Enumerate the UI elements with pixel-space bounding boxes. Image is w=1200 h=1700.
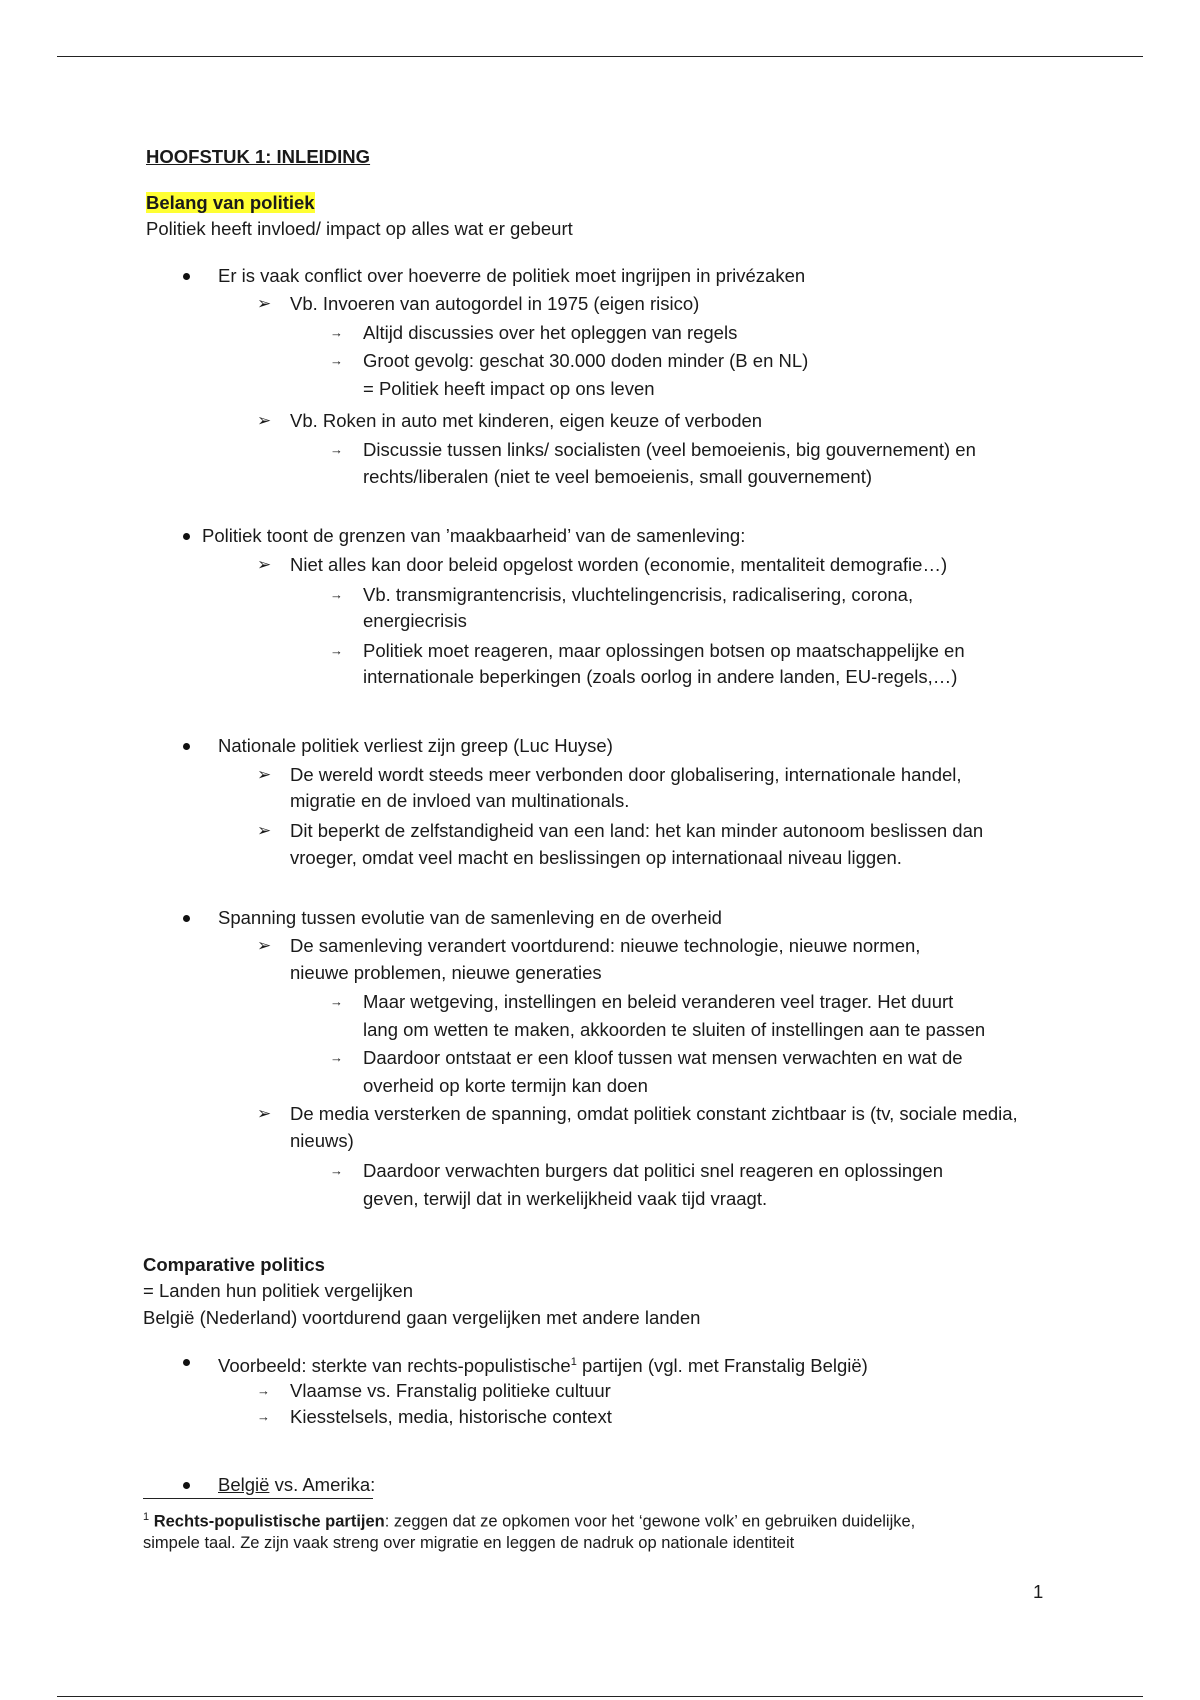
arrow-icon: →: [257, 1409, 270, 1424]
bullet-icon: [183, 743, 190, 750]
arrow-item-text: Kiesstelsels, media, historische context: [290, 1406, 612, 1427]
section-title: Comparative politics: [143, 1254, 325, 1275]
arrow-item-text: Daardoor verwachten burgers dat politici snel reageren en oplossingen: [363, 1160, 944, 1181]
bullet-icon: [183, 533, 190, 540]
bullet-text-part: België: [218, 1474, 270, 1495]
arrowhead-icon: ➢: [257, 936, 272, 955]
bullet-icon: [183, 273, 190, 280]
section-line: België (Nederland) voortdurend gaan vergelijken met andere landen: [143, 1307, 701, 1328]
arrow-icon: →: [330, 994, 343, 1009]
arrow-icon: →: [330, 1163, 343, 1178]
bullet-text-part: Voorbeeld: sterkte van rechts-populistische: [218, 1355, 571, 1377]
arrow-item-text: geven, terwijl dat in werkelijkheid vaak tijd vraagt.: [363, 1188, 768, 1209]
bullet-icon: [183, 915, 190, 922]
arrow-item-text: Vlaamse vs. Franstalig politieke cultuur: [290, 1380, 611, 1401]
bullet-text: Er is vaak conflict over hoeverre de politiek moet ingrijpen in privézaken: [218, 265, 806, 286]
footnote-separator: [143, 1498, 373, 1499]
highlighted-title: Belang van politiek: [146, 192, 315, 213]
arrow-icon: →: [257, 1383, 270, 1398]
footnote-line: simpele taal. Ze zijn vaak streng over migratie en leggen de nadruk op nationale identiteit: [143, 1534, 795, 1552]
arrow-icon: →: [330, 643, 343, 658]
header-rule: [57, 56, 1143, 57]
arrow-item-text: Vb. transmigrantencrisis, vluchtelingencrisis, radicalisering, corona,: [363, 584, 914, 605]
bullet-text: Nationale politiek verliest zijn greep (Luc Huyse): [218, 735, 613, 756]
sub-bullet-text: De media versterken de spanning, omdat politiek constant zichtbaar is (tv, sociale media,: [290, 1103, 1018, 1124]
bullet-icon: [183, 1359, 190, 1366]
arrow-item-text: overheid op korte termijn kan doen: [363, 1075, 648, 1096]
sub-bullet-text: Dit beperkt de zelfstandigheid van een land: het kan minder autonoom beslissen dan: [290, 820, 984, 841]
sub-bullet-text: Vb. Roken in auto met kinderen, eigen keuze of verboden: [290, 410, 763, 431]
sub-bullet-text: nieuwe problemen, nieuwe generaties: [290, 962, 602, 983]
arrow-item-text: rechts/liberalen (niet te veel bemoeienis, small gouvernement): [363, 466, 873, 487]
arrow-icon: →: [330, 1050, 343, 1065]
arrowhead-icon: ➢: [257, 1104, 272, 1123]
page-number: 1: [1033, 1581, 1044, 1602]
bullet-text: Politiek toont de grenzen van ’maakbaarheid’ van de samenleving:: [202, 525, 746, 546]
arrowhead-icon: ➢: [257, 294, 272, 313]
section-intro: Politiek heeft invloed/ impact op alles wat er gebeurt: [146, 218, 573, 239]
arrow-item-text: Discussie tussen links/ socialisten (veel bemoeienis, big gouvernement) en: [363, 439, 976, 460]
arrowhead-icon: ➢: [257, 821, 272, 840]
bullet-text-part: vs. Amerika:: [269, 1474, 376, 1495]
arrow-item-text: Altijd discussies over het opleggen van regels: [363, 322, 738, 343]
sub-bullet-text: Niet alles kan door beleid opgelost worden (economie, mentaliteit demografie…): [290, 554, 948, 575]
arrow-item-text: internationale beperkingen (zoals oorlog in andere landen, EU-regels,…): [363, 666, 958, 687]
footnote-term: Rechts-populistische partijen: [153, 1512, 385, 1531]
arrow-icon: →: [330, 442, 343, 457]
bullet-text: [218, 1349, 868, 1379]
arrowhead-icon: ➢: [257, 765, 272, 784]
chapter-heading: HOOFSTUK 1: INLEIDING: [146, 146, 371, 167]
bullet-text-part: partijen (vgl. met Franstalig België): [576, 1355, 868, 1377]
arrow-item-text: Politiek moet reageren, maar oplossingen botsen op maatschappelijke en: [363, 640, 965, 661]
bullet-text: [218, 1472, 375, 1498]
sub-bullet-text: De samenleving verandert voortdurend: nieuwe technologie, nieuwe normen,: [290, 935, 921, 956]
arrow-item-text: Daardoor ontstaat er een kloof tussen wat mensen verwachten en wat de: [363, 1047, 963, 1068]
sub-bullet-text: nieuws): [290, 1130, 354, 1151]
arrowhead-icon: ➢: [257, 411, 272, 430]
bullet-icon: [183, 1482, 190, 1489]
bullet-text: Spanning tussen evolutie van de samenleving en de overheid: [218, 907, 722, 928]
sub-bullet-text: vroeger, omdat veel macht en beslissingen op internationaal niveau liggen.: [290, 847, 902, 868]
footer-rule: [57, 1696, 1143, 1697]
footnote-text: : zeggen dat ze opkomen voor het ‘gewone volk’ en gebruiken duidelijke,: [384, 1512, 916, 1531]
arrowhead-icon: ➢: [257, 555, 272, 574]
section-line: = Landen hun politiek vergelijken: [143, 1280, 413, 1301]
arrow-item-text: Maar wetgeving, instellingen en beleid veranderen veel trager. Het duurt: [363, 991, 954, 1012]
arrow-item-text: energiecrisis: [363, 610, 467, 631]
sub-bullet-text: De wereld wordt steeds meer verbonden door globalisering, internationale handel,: [290, 764, 962, 785]
sub-bullet-text: migratie en de invloed van multinationals.: [290, 790, 630, 811]
arrow-item-continuation: = Politiek heeft impact op ons leven: [363, 378, 655, 399]
arrow-item-text: lang om wetten te maken, akkoorden te sluiten of instellingen aan te passen: [363, 1019, 986, 1040]
sub-bullet-text: Vb. Invoeren van autogordel in 1975 (eigen risico): [290, 293, 700, 314]
arrow-icon: →: [330, 587, 343, 602]
arrow-item-text: Groot gevolg: geschat 30.000 doden minder (B en NL): [363, 350, 809, 371]
section-title: [146, 190, 315, 216]
arrow-icon: →: [330, 325, 343, 340]
arrow-icon: →: [330, 353, 343, 368]
footnote-line: [143, 1505, 915, 1534]
footnote-ref[interactable]: 1: [570, 1356, 577, 1368]
footnote-mark: 1: [143, 1511, 150, 1523]
